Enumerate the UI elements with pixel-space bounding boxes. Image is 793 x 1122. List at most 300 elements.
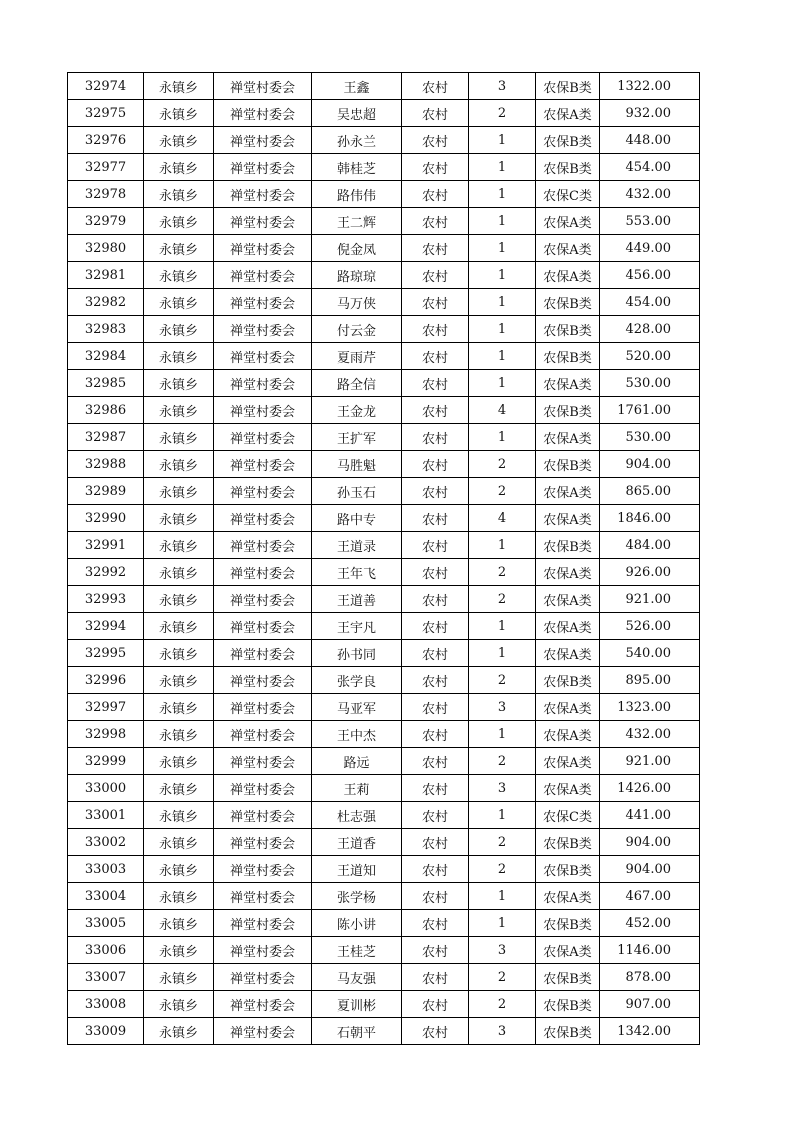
- cell-area: 农村: [402, 181, 469, 208]
- cell-count: 4: [469, 505, 536, 532]
- cell-category: 农保B类: [536, 991, 600, 1018]
- cell-village: 禅堂村委会: [214, 127, 312, 154]
- cell-count: 1: [469, 235, 536, 262]
- cell-area: 农村: [402, 559, 469, 586]
- cell-village: 禅堂村委会: [214, 208, 312, 235]
- cell-village: 禅堂村委会: [214, 883, 312, 910]
- cell-amount: 921.00: [600, 748, 700, 775]
- cell-amount: 449.00: [600, 235, 700, 262]
- table-row: [68, 586, 700, 613]
- cell-id: 32985: [68, 370, 144, 397]
- cell-town: 永镇乡: [144, 856, 214, 883]
- cell-count: 1: [469, 883, 536, 910]
- cell-count: 2: [469, 586, 536, 613]
- cell-name: 路远: [312, 748, 402, 775]
- cell-town: 永镇乡: [144, 802, 214, 829]
- cell-id: 32983: [68, 316, 144, 343]
- cell-category: 农保A类: [536, 748, 600, 775]
- cell-amount: 530.00: [600, 424, 700, 451]
- cell-town: 永镇乡: [144, 775, 214, 802]
- cell-amount: 452.00: [600, 910, 700, 937]
- cell-id: 33004: [68, 883, 144, 910]
- cell-amount: 1846.00: [600, 505, 700, 532]
- cell-name: 石朝平: [312, 1018, 402, 1045]
- cell-id: 32996: [68, 667, 144, 694]
- cell-town: 永镇乡: [144, 586, 214, 613]
- cell-count: 2: [469, 748, 536, 775]
- table-row: [68, 235, 700, 262]
- cell-category: 农保B类: [536, 856, 600, 883]
- cell-category: 农保A类: [536, 937, 600, 964]
- table-row: [68, 127, 700, 154]
- cell-category: 农保C类: [536, 802, 600, 829]
- cell-name: 王年飞: [312, 559, 402, 586]
- cell-id: 33001: [68, 802, 144, 829]
- cell-village: 禅堂村委会: [214, 1018, 312, 1045]
- cell-id: 32979: [68, 208, 144, 235]
- cell-count: 3: [469, 73, 536, 100]
- cell-name: 张学良: [312, 667, 402, 694]
- cell-name: 杜志强: [312, 802, 402, 829]
- cell-name: 夏雨芹: [312, 343, 402, 370]
- cell-category: 农保B类: [536, 964, 600, 991]
- table-row: [68, 208, 700, 235]
- cell-count: 2: [469, 667, 536, 694]
- cell-amount: 540.00: [600, 640, 700, 667]
- cell-id: 32990: [68, 505, 144, 532]
- cell-count: 1: [469, 640, 536, 667]
- cell-town: 永镇乡: [144, 316, 214, 343]
- cell-area: 农村: [402, 829, 469, 856]
- cell-area: 农村: [402, 73, 469, 100]
- cell-id: 32998: [68, 721, 144, 748]
- cell-amount: 921.00: [600, 586, 700, 613]
- cell-town: 永镇乡: [144, 343, 214, 370]
- cell-area: 农村: [402, 721, 469, 748]
- cell-area: 农村: [402, 964, 469, 991]
- cell-id: 32984: [68, 343, 144, 370]
- cell-area: 农村: [402, 154, 469, 181]
- table-row: [68, 937, 700, 964]
- cell-area: 农村: [402, 262, 469, 289]
- cell-village: 禅堂村委会: [214, 73, 312, 100]
- table-row: [68, 883, 700, 910]
- cell-amount: 926.00: [600, 559, 700, 586]
- cell-count: 1: [469, 532, 536, 559]
- cell-id: 33003: [68, 856, 144, 883]
- cell-town: 永镇乡: [144, 1018, 214, 1045]
- cell-amount: 1426.00: [600, 775, 700, 802]
- cell-category: 农保A类: [536, 235, 600, 262]
- cell-village: 禅堂村委会: [214, 262, 312, 289]
- cell-name: 孙玉石: [312, 478, 402, 505]
- cell-amount: 428.00: [600, 316, 700, 343]
- cell-category: 农保A类: [536, 586, 600, 613]
- cell-area: 农村: [402, 505, 469, 532]
- cell-count: 3: [469, 694, 536, 721]
- cell-count: 3: [469, 937, 536, 964]
- cell-area: 农村: [402, 802, 469, 829]
- cell-area: 农村: [402, 127, 469, 154]
- cell-village: 禅堂村委会: [214, 775, 312, 802]
- table-row: [68, 910, 700, 937]
- cell-id: 32976: [68, 127, 144, 154]
- table-row: [68, 370, 700, 397]
- cell-name: 王扩军: [312, 424, 402, 451]
- cell-count: 2: [469, 964, 536, 991]
- cell-area: 农村: [402, 100, 469, 127]
- cell-name: 付云金: [312, 316, 402, 343]
- cell-name: 王鑫: [312, 73, 402, 100]
- cell-count: 1: [469, 802, 536, 829]
- cell-id: 32997: [68, 694, 144, 721]
- cell-town: 永镇乡: [144, 370, 214, 397]
- cell-area: 农村: [402, 289, 469, 316]
- cell-name: 王道善: [312, 586, 402, 613]
- cell-id: 32992: [68, 559, 144, 586]
- cell-id: 32986: [68, 397, 144, 424]
- cell-category: 农保B类: [536, 829, 600, 856]
- cell-id: 33009: [68, 1018, 144, 1045]
- table-row: [68, 478, 700, 505]
- cell-area: 农村: [402, 640, 469, 667]
- table-row: [68, 289, 700, 316]
- cell-amount: 895.00: [600, 667, 700, 694]
- cell-amount: 520.00: [600, 343, 700, 370]
- cell-town: 永镇乡: [144, 73, 214, 100]
- cell-village: 禅堂村委会: [214, 505, 312, 532]
- cell-village: 禅堂村委会: [214, 829, 312, 856]
- cell-area: 农村: [402, 343, 469, 370]
- cell-id: 32994: [68, 613, 144, 640]
- table-row: [68, 181, 700, 208]
- cell-count: 2: [469, 451, 536, 478]
- cell-town: 永镇乡: [144, 694, 214, 721]
- table-row: [68, 424, 700, 451]
- table-row: [68, 964, 700, 991]
- cell-amount: 907.00: [600, 991, 700, 1018]
- beneficiary-table: [67, 72, 700, 1045]
- cell-town: 永镇乡: [144, 748, 214, 775]
- cell-area: 农村: [402, 208, 469, 235]
- cell-count: 2: [469, 100, 536, 127]
- cell-category: 农保A类: [536, 559, 600, 586]
- cell-name: 王中杰: [312, 721, 402, 748]
- cell-town: 永镇乡: [144, 937, 214, 964]
- cell-category: 农保C类: [536, 181, 600, 208]
- table-row: [68, 316, 700, 343]
- cell-village: 禅堂村委会: [214, 370, 312, 397]
- cell-count: 1: [469, 154, 536, 181]
- cell-village: 禅堂村委会: [214, 721, 312, 748]
- table-row: [68, 397, 700, 424]
- table-row: [68, 262, 700, 289]
- cell-count: 2: [469, 478, 536, 505]
- cell-amount: 878.00: [600, 964, 700, 991]
- cell-area: 农村: [402, 991, 469, 1018]
- cell-id: 32999: [68, 748, 144, 775]
- cell-amount: 441.00: [600, 802, 700, 829]
- cell-town: 永镇乡: [144, 964, 214, 991]
- cell-category: 农保A类: [536, 694, 600, 721]
- cell-amount: 1322.00: [600, 73, 700, 100]
- cell-count: 1: [469, 613, 536, 640]
- cell-village: 禅堂村委会: [214, 532, 312, 559]
- cell-name: 王莉: [312, 775, 402, 802]
- cell-category: 农保A类: [536, 478, 600, 505]
- cell-category: 农保A类: [536, 208, 600, 235]
- cell-village: 禅堂村委会: [214, 910, 312, 937]
- cell-name: 倪金凤: [312, 235, 402, 262]
- cell-count: 1: [469, 208, 536, 235]
- cell-count: 1: [469, 910, 536, 937]
- cell-area: 农村: [402, 910, 469, 937]
- cell-town: 永镇乡: [144, 127, 214, 154]
- cell-amount: 526.00: [600, 613, 700, 640]
- cell-count: 1: [469, 127, 536, 154]
- cell-id: 33005: [68, 910, 144, 937]
- table-row: [68, 829, 700, 856]
- cell-amount: 1323.00: [600, 694, 700, 721]
- cell-area: 农村: [402, 424, 469, 451]
- cell-village: 禅堂村委会: [214, 424, 312, 451]
- cell-category: 农保B类: [536, 127, 600, 154]
- cell-id: 32980: [68, 235, 144, 262]
- cell-town: 永镇乡: [144, 451, 214, 478]
- cell-name: 王桂芝: [312, 937, 402, 964]
- cell-town: 永镇乡: [144, 208, 214, 235]
- cell-count: 2: [469, 856, 536, 883]
- cell-amount: 904.00: [600, 451, 700, 478]
- cell-category: 农保B类: [536, 397, 600, 424]
- table-row: [68, 802, 700, 829]
- cell-amount: 904.00: [600, 829, 700, 856]
- table-row: [68, 451, 700, 478]
- cell-area: 农村: [402, 937, 469, 964]
- cell-name: 王二辉: [312, 208, 402, 235]
- cell-category: 农保A类: [536, 370, 600, 397]
- cell-name: 韩桂芝: [312, 154, 402, 181]
- table-row: [68, 694, 700, 721]
- table-row: [68, 775, 700, 802]
- cell-category: 农保A类: [536, 883, 600, 910]
- cell-category: 农保A类: [536, 775, 600, 802]
- cell-village: 禅堂村委会: [214, 235, 312, 262]
- table-row: [68, 343, 700, 370]
- cell-village: 禅堂村委会: [214, 802, 312, 829]
- cell-category: 农保A类: [536, 424, 600, 451]
- cell-id: 32988: [68, 451, 144, 478]
- cell-count: 3: [469, 775, 536, 802]
- cell-category: 农保B类: [536, 910, 600, 937]
- cell-name: 路琼琼: [312, 262, 402, 289]
- cell-count: 1: [469, 343, 536, 370]
- cell-village: 禅堂村委会: [214, 316, 312, 343]
- cell-amount: 1342.00: [600, 1018, 700, 1045]
- cell-id: 32995: [68, 640, 144, 667]
- table-body: [68, 73, 700, 1045]
- cell-count: 4: [469, 397, 536, 424]
- cell-area: 农村: [402, 775, 469, 802]
- cell-id: 33008: [68, 991, 144, 1018]
- cell-town: 永镇乡: [144, 991, 214, 1018]
- cell-town: 永镇乡: [144, 532, 214, 559]
- cell-id: 32981: [68, 262, 144, 289]
- cell-town: 永镇乡: [144, 667, 214, 694]
- cell-name: 陈小讲: [312, 910, 402, 937]
- cell-category: 农保B类: [536, 154, 600, 181]
- cell-id: 32975: [68, 100, 144, 127]
- cell-name: 马万侠: [312, 289, 402, 316]
- cell-count: 1: [469, 316, 536, 343]
- cell-id: 33002: [68, 829, 144, 856]
- cell-name: 王金龙: [312, 397, 402, 424]
- table-row: [68, 748, 700, 775]
- cell-amount: 865.00: [600, 478, 700, 505]
- cell-town: 永镇乡: [144, 505, 214, 532]
- cell-name: 吴忠超: [312, 100, 402, 127]
- cell-amount: 530.00: [600, 370, 700, 397]
- cell-village: 禅堂村委会: [214, 748, 312, 775]
- cell-area: 农村: [402, 667, 469, 694]
- cell-count: 1: [469, 289, 536, 316]
- cell-village: 禅堂村委会: [214, 154, 312, 181]
- table-row: [68, 559, 700, 586]
- cell-amount: 467.00: [600, 883, 700, 910]
- cell-count: 3: [469, 1018, 536, 1045]
- cell-area: 农村: [402, 451, 469, 478]
- cell-town: 永镇乡: [144, 478, 214, 505]
- cell-name: 孙永兰: [312, 127, 402, 154]
- cell-area: 农村: [402, 694, 469, 721]
- cell-name: 张学杨: [312, 883, 402, 910]
- cell-amount: 932.00: [600, 100, 700, 127]
- cell-town: 永镇乡: [144, 910, 214, 937]
- cell-town: 永镇乡: [144, 397, 214, 424]
- cell-count: 1: [469, 181, 536, 208]
- cell-area: 农村: [402, 478, 469, 505]
- cell-town: 永镇乡: [144, 559, 214, 586]
- cell-town: 永镇乡: [144, 640, 214, 667]
- cell-name: 王道录: [312, 532, 402, 559]
- cell-id: 32977: [68, 154, 144, 181]
- cell-name: 王道香: [312, 829, 402, 856]
- cell-count: 2: [469, 829, 536, 856]
- cell-category: 农保A类: [536, 721, 600, 748]
- cell-name: 路中专: [312, 505, 402, 532]
- cell-count: 2: [469, 559, 536, 586]
- cell-town: 永镇乡: [144, 721, 214, 748]
- cell-category: 农保B类: [536, 1018, 600, 1045]
- cell-village: 禅堂村委会: [214, 640, 312, 667]
- cell-area: 农村: [402, 1018, 469, 1045]
- cell-category: 农保B类: [536, 532, 600, 559]
- cell-village: 禅堂村委会: [214, 478, 312, 505]
- cell-category: 农保B类: [536, 289, 600, 316]
- cell-count: 1: [469, 424, 536, 451]
- cell-town: 永镇乡: [144, 154, 214, 181]
- cell-village: 禅堂村委会: [214, 289, 312, 316]
- cell-category: 农保B类: [536, 343, 600, 370]
- cell-id: 32978: [68, 181, 144, 208]
- cell-village: 禅堂村委会: [214, 937, 312, 964]
- cell-category: 农保B类: [536, 316, 600, 343]
- cell-id: 33007: [68, 964, 144, 991]
- cell-town: 永镇乡: [144, 235, 214, 262]
- table-row: [68, 73, 700, 100]
- cell-area: 农村: [402, 316, 469, 343]
- cell-count: 1: [469, 721, 536, 748]
- cell-category: 农保A类: [536, 262, 600, 289]
- cell-area: 农村: [402, 883, 469, 910]
- cell-village: 禅堂村委会: [214, 613, 312, 640]
- cell-name: 马友强: [312, 964, 402, 991]
- cell-amount: 553.00: [600, 208, 700, 235]
- table-row: [68, 991, 700, 1018]
- cell-category: 农保A类: [536, 640, 600, 667]
- cell-amount: 432.00: [600, 181, 700, 208]
- cell-town: 永镇乡: [144, 424, 214, 451]
- cell-area: 农村: [402, 397, 469, 424]
- cell-village: 禅堂村委会: [214, 181, 312, 208]
- cell-amount: 432.00: [600, 721, 700, 748]
- cell-count: 1: [469, 262, 536, 289]
- cell-area: 农村: [402, 748, 469, 775]
- cell-amount: 1146.00: [600, 937, 700, 964]
- cell-village: 禅堂村委会: [214, 559, 312, 586]
- cell-id: 32974: [68, 73, 144, 100]
- cell-category: 农保B类: [536, 451, 600, 478]
- table-row: [68, 532, 700, 559]
- cell-name: 夏训彬: [312, 991, 402, 1018]
- table-row: [68, 1018, 700, 1045]
- cell-id: 32982: [68, 289, 144, 316]
- cell-name: 路伟伟: [312, 181, 402, 208]
- cell-town: 永镇乡: [144, 181, 214, 208]
- table-row: [68, 613, 700, 640]
- cell-amount: 484.00: [600, 532, 700, 559]
- cell-category: 农保A类: [536, 613, 600, 640]
- cell-name: 孙书同: [312, 640, 402, 667]
- cell-village: 禅堂村委会: [214, 100, 312, 127]
- cell-count: 2: [469, 991, 536, 1018]
- cell-village: 禅堂村委会: [214, 451, 312, 478]
- cell-area: 农村: [402, 613, 469, 640]
- cell-category: 农保B类: [536, 73, 600, 100]
- cell-id: 33006: [68, 937, 144, 964]
- cell-amount: 904.00: [600, 856, 700, 883]
- cell-village: 禅堂村委会: [214, 586, 312, 613]
- cell-count: 1: [469, 370, 536, 397]
- cell-area: 农村: [402, 370, 469, 397]
- cell-area: 农村: [402, 235, 469, 262]
- table-row: [68, 856, 700, 883]
- cell-amount: 1761.00: [600, 397, 700, 424]
- cell-village: 禅堂村委会: [214, 964, 312, 991]
- cell-name: 王宇凡: [312, 613, 402, 640]
- cell-name: 王道知: [312, 856, 402, 883]
- cell-village: 禅堂村委会: [214, 397, 312, 424]
- cell-village: 禅堂村委会: [214, 343, 312, 370]
- cell-id: 32991: [68, 532, 144, 559]
- cell-town: 永镇乡: [144, 883, 214, 910]
- cell-name: 路全信: [312, 370, 402, 397]
- cell-town: 永镇乡: [144, 289, 214, 316]
- cell-area: 农村: [402, 856, 469, 883]
- cell-town: 永镇乡: [144, 262, 214, 289]
- cell-amount: 448.00: [600, 127, 700, 154]
- cell-category: 农保B类: [536, 667, 600, 694]
